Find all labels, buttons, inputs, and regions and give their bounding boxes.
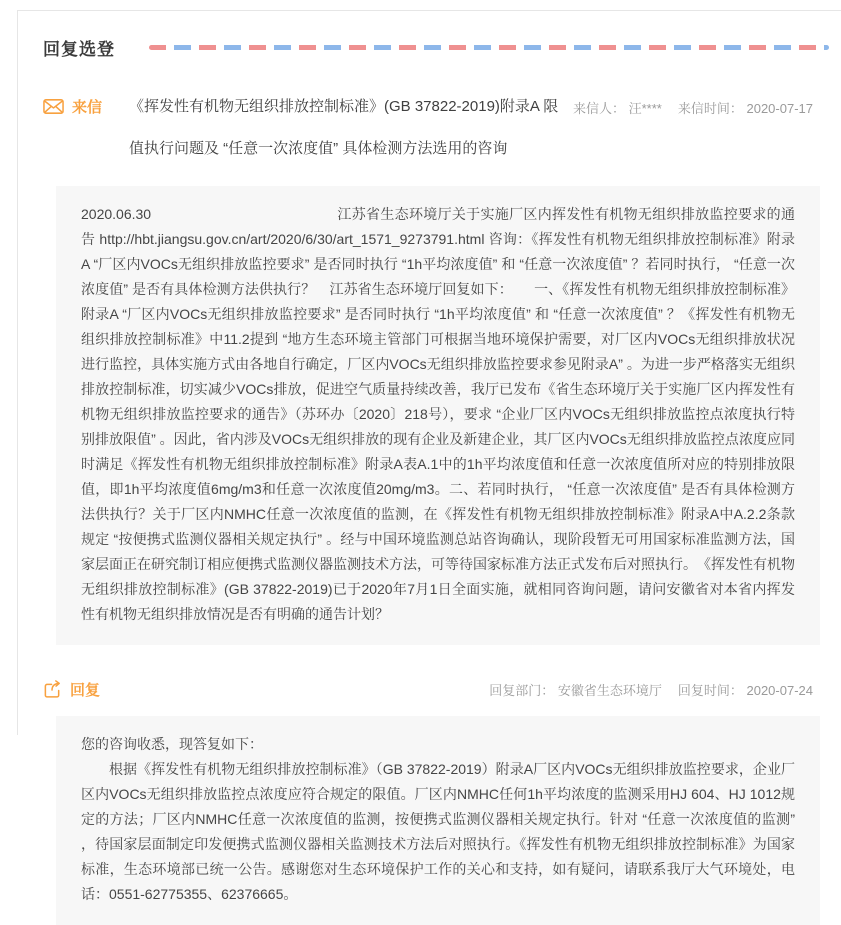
letter-meta — [573, 98, 813, 117]
reply-time: 回复时间： 2020-07-24 — [677, 683, 813, 698]
letter-body — [56, 186, 820, 645]
reply-body-text: 根据《挥发性有机物无组织排放控制标准》（GB 37822-2019）附录A厂区内VOCs无组织排放监控要求，企业厂区内VOCs无组织排放监控点浓度应符合规定的限值。厂区内NMHC任何1h平均浓度的监测采用HJ 604、HJ 1012规定的方法；厂区内NMHC任意一次浓度值的监测，按便携式监测仪器相关规定执行。针对 “任意一次浓度值的监测” ，待国家层面制定印发便携式监测仪器相关监测技术方法后对照执行。《挥发性有机物无组织排放控制标准》为国家标准，生态环境部已统一公告。感谢您对生态环境保护工作的关心和支持，如有疑问，请联系我厅大气环境处，电话：0551-62775355、62376665。 — [81, 761, 795, 902]
reply-meta — [489, 680, 813, 699]
letter-tag-label: 来信 — [72, 99, 103, 116]
letter-time: 来信时间： 2020-07-17 — [677, 101, 813, 116]
reply-tag-label: 回复 — [70, 682, 101, 699]
reply-body-intro: 您的咨询收悉，现答复如下： — [81, 736, 263, 752]
section-header — [43, 35, 841, 60]
reply-department: 回复部门： 安徽省生态环境厅 — [489, 683, 662, 698]
dashed-divider — [149, 45, 829, 50]
page-title: 回复选登 — [43, 40, 115, 59]
letter-body-text: 2020.06.30 江苏省生态环境厅关于实施厂区内挥发性有机物无组织排放监控要求的通告 http://hbt.jiangsu.gov.cn/art/2020/6/30/art_1571_9273791.html 咨询：《挥发性有机物无组织排放控制标准》附录A “厂区内VOCs无组织排放监控要求” 是否同时执行 “1h平均浓度值” 和 “任意一次浓度值” ？若同时执行， “任意一次浓度值” 是否有具体检测方法供执行？ 江苏省生态环境厅回复如下： 一、《挥发性有机物无组织排放控制标准》附录A “厂区内VOCs无组织排放监控要求” 是否同时执行 “1h平均浓度值” 和 “任意一次浓度值” ？《挥发性有机物无组织排放控制标准》中11.2提到 “地方生态环境主管部门可根据当地环境保护需要，对厂区内VOCs无组织排放状况进行监控，具体实施方式由各地自行确定，厂区内VOCs无组织排放监控要求参见附录A” 。为进一步严格落实无组织排放控制标准，切实减少VOCs排放，促进空气质量持续改善，我厅已发布《省生态环境厅关于实施厂区内挥发性有机物无组织排放监控要求的通告》（苏环办〔2020〕218号），要求 “企业厂区内VOCs无组织排放监控点浓度执行特别排放限值” 。因此，省内涉及VOCs无组织排放的现有企业及新建企业，其厂区内VOCs无组织排放监控点浓度应同时满足《挥发性有机物无组织排放控制标准》附录A表A.1中的1h平均浓度值和任意一次浓度值所对应的特别排放限值，即1h平均浓度值6mg/m3和任意一次浓度值20mg/m3。二、若同时执行， “任意一次浓度值” 是否有具体检测方法供执行？关于厂区内NMHC任意一次浓度值的监测，在《挥发性有机物无组织排放控制标准》附录A中A.2.2条款规定 “按便携式监测仪器相关规定执行” 。经与中国环境监测总站咨询确认，现阶段暂无可用国家标准监测方法，国家层面正在研究制订相应便携式监测仪器监测技术方法，可等待国家标准方法正式发布后对照执行。 《挥发性有机物无组织排放控制标准》(GB 37822-2019)已于2020年7月1日全面实施，就相同咨询问题，请问安徽省对本省内挥发性有机物无组织排放情况是否有明确的通告计划？ — [81, 206, 795, 622]
envelope-icon — [43, 98, 64, 115]
letter-tag — [43, 96, 129, 117]
letter-sender: 来信人： 汪**** — [573, 101, 662, 116]
reply-tag — [43, 679, 129, 700]
content-panel — [17, 10, 841, 902]
reply-body — [56, 716, 820, 925]
letter-section — [43, 86, 841, 645]
share-icon — [43, 680, 62, 699]
letter-title: 《挥发性有机物无组织排放控制标准》(GB 37822-2019)附录A 限值执行问题及 “任意一次浓度值” 具体检测方法选用的咨询 — [129, 98, 559, 157]
reply-section — [43, 679, 841, 925]
